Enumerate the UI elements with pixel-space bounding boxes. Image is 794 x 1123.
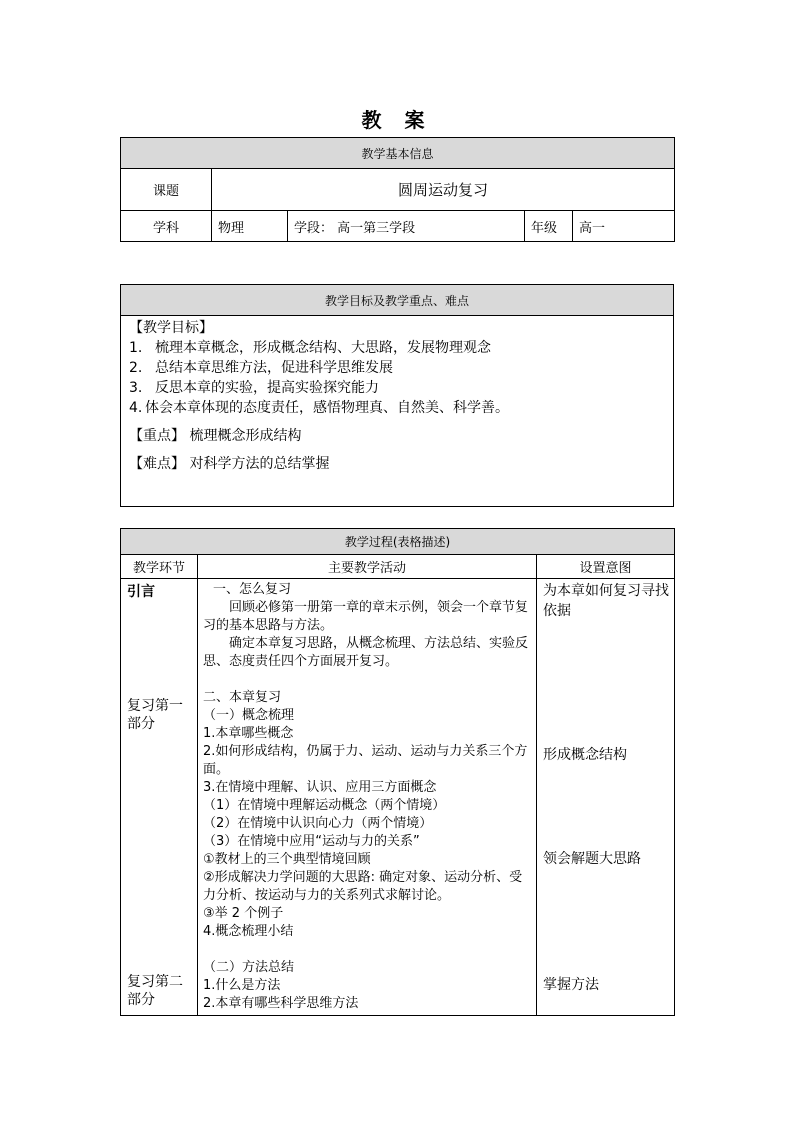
grade-label: 年级 (525, 211, 573, 242)
basic-info-header: 教学基本信息 (121, 138, 675, 169)
intent-line: 为本章如何复习寻找依据 (543, 583, 669, 619)
stage-part-one: 复习第一部分 (127, 698, 183, 732)
intent-line: 形成概念结构 (543, 747, 627, 763)
goal-item: 2. 总结本章思维方法，促进科学思维发展 (129, 360, 393, 376)
activity-line: （二）方法总结 (203, 960, 295, 975)
subject-value: 物理 (212, 211, 288, 242)
intent-line: 掌握方法 (543, 977, 599, 993)
basic-info-table (120, 137, 675, 242)
activity-line: 2.如何形成结构，仍属于力、运动、运动与力关系三个方面。 (203, 744, 528, 777)
activity-line: 1.本章哪些概念 (203, 726, 294, 741)
goal-item: 1. 梳理本章概念，形成概念结构、大思路，发展物理观念 (129, 340, 491, 356)
grade-value: 高一 (573, 211, 675, 242)
col-stage-header: 教学环节 (121, 555, 198, 579)
objectives-body (121, 316, 674, 507)
key-point: 【重点】 梳理概念形成结构 (129, 428, 302, 444)
stage-cell (121, 579, 198, 1016)
difficulty-point: 【难点】 对科学方法的总结掌握 (129, 456, 330, 472)
activity-line: 回顾必修第一册第一章的章末示例，领会一个章节复习的基本思路与方法。 (203, 600, 529, 633)
activity-line: 3.在情境中理解、认识、应用三方面概念 (203, 780, 437, 795)
document-title: 教 案 (361, 108, 433, 132)
activity-cell (198, 579, 537, 1016)
stage-intro: 引言 (127, 584, 155, 600)
intent-cell (537, 579, 675, 1016)
process-table (120, 528, 675, 1016)
activity-line: 1.什么是方法 (203, 978, 281, 993)
activity-line: （3）在情境中应用“运动与力的关系” (203, 834, 420, 849)
activity-line: 一、怎么复习 (213, 582, 292, 597)
activity-line: 2.本章有哪些科学思维方法 (203, 996, 359, 1011)
objectives-header: 教学目标及教学重点、难点 (121, 285, 674, 316)
activity-line: ③举 2 个例子 (203, 906, 284, 921)
activity-line: ②形成解决力学问题的大思路: 确定对象、运动分析、受力分析、按运动与力的关系列式求解讨论。 (203, 870, 523, 903)
objectives-table (120, 284, 674, 507)
activity-line: 4.概念梳理小结 (203, 924, 294, 939)
col-intent-header: 设置意图 (537, 555, 675, 579)
activity-line: 二、本章复习 (203, 690, 282, 705)
goal-title: 【教学目标】 (129, 320, 213, 336)
intent-line: 领会解题大思路 (543, 851, 641, 867)
col-activity-header: 主要教学活动 (198, 555, 537, 579)
activity-line: （一）概念梳理 (203, 708, 295, 723)
topic-value: 圆周运动复习 (212, 169, 675, 211)
stage-part-two: 复习第二部分 (127, 974, 183, 1008)
topic-label: 课题 (121, 169, 212, 211)
goal-item: 4. 体会本章体现的态度责任，感悟物理真、自然美、科学善。 (129, 400, 509, 416)
activity-line (203, 941, 532, 959)
goal-item: 3. 反思本章的实验，提高实验探究能力 (129, 380, 379, 396)
activity-line: （2）在情境中认识向心力（两个情境） (203, 816, 433, 831)
activity-line: （1）在情境中理解运动概念（两个情境） (203, 798, 446, 813)
activity-line (203, 671, 532, 689)
stage-text: 学段： 高一第三学段 (288, 211, 525, 242)
activity-line: 确定本章复习思路，从概念梳理、方法总结、实验反思、态度责任四个方面展开复习。 (203, 636, 529, 669)
subject-label: 学科 (121, 211, 212, 242)
activity-line: ①教材上的三个典型情境回顾 (203, 852, 371, 867)
process-header: 教学过程(表格描述) (121, 529, 675, 555)
